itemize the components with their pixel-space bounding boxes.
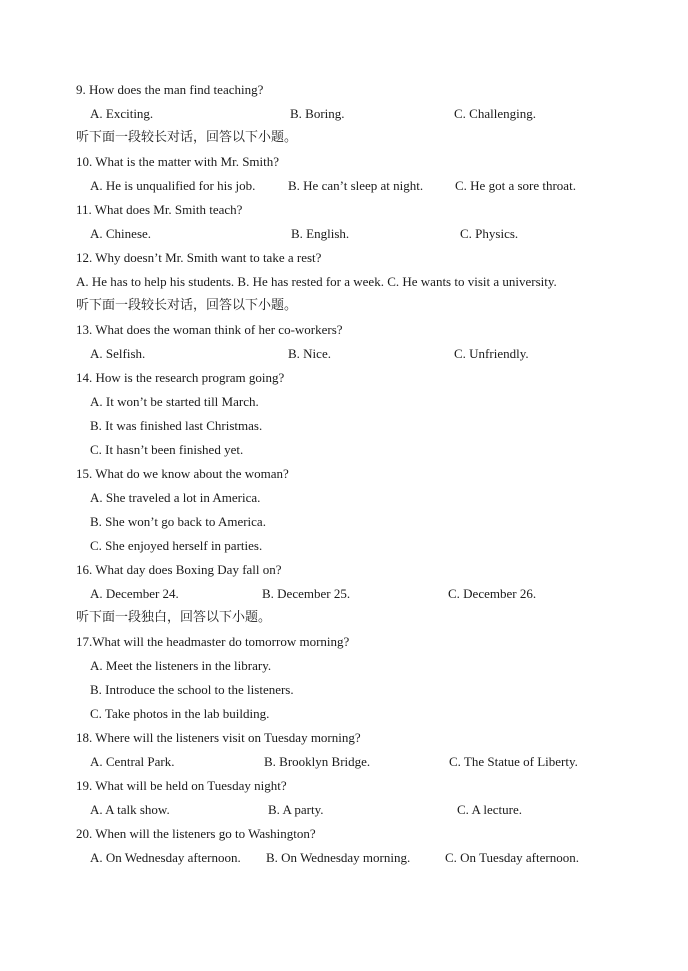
section-instruction: 听下面一段较长对话，回答以下小题。 bbox=[76, 298, 298, 313]
q18-option-a: A. Central Park. bbox=[90, 754, 175, 769]
question-15: 15. What do we know about the woman? bbox=[76, 466, 289, 481]
q14-option-c: C. It hasn’t been finished yet. bbox=[90, 442, 244, 457]
q9-option-a: A. Exciting. bbox=[90, 106, 154, 121]
q19-option-a: A. A talk show. bbox=[90, 802, 170, 817]
question-14: 14. How is the research program going? bbox=[76, 370, 285, 385]
q20-option-c: C. On Tuesday afternoon. bbox=[445, 850, 579, 865]
q19-option-c: C. A lecture. bbox=[457, 802, 522, 817]
q15-option-b: B. She won’t go back to America. bbox=[90, 514, 266, 529]
q20-option-a: A. On Wednesday afternoon. bbox=[90, 850, 241, 865]
q15-option-c: C. She enjoyed herself in parties. bbox=[90, 538, 263, 553]
q14-option-a: A. It won’t be started till March. bbox=[90, 394, 259, 409]
q10-option-b: B. He can’t sleep at night. bbox=[288, 178, 424, 193]
q16-option-b: B. December 25. bbox=[262, 586, 351, 601]
q19-option-b: B. A party. bbox=[268, 802, 324, 817]
q10-option-a: A. He is unqualified for his job. bbox=[90, 178, 256, 193]
q17-option-b: B. Introduce the school to the listeners. bbox=[90, 682, 294, 697]
question-19: 19. What will be held on Tuesday night? bbox=[76, 778, 287, 793]
q12-options: A. He has to help his students. B. He has rested for a week. C. He wants to visit a university. bbox=[76, 274, 557, 289]
q14-option-b: B. It was finished last Christmas. bbox=[90, 418, 263, 433]
question-16: 16. What day does Boxing Day fall on? bbox=[76, 562, 282, 577]
q11-option-a: A. Chinese. bbox=[90, 226, 152, 241]
q13-option-c: C. Unfriendly. bbox=[454, 346, 529, 361]
q17-option-c: C. Take photos in the lab building. bbox=[90, 706, 270, 721]
q16-option-a: A. December 24. bbox=[90, 586, 179, 601]
question-13: 13. What does the woman think of her co-workers? bbox=[76, 322, 343, 337]
q13-option-a: A. Selfish. bbox=[90, 346, 146, 361]
q18-option-c: C. The Statue of Liberty. bbox=[449, 754, 578, 769]
q11-option-c: C. Physics. bbox=[460, 226, 519, 241]
section-instruction: 听下面一段较长对话，回答以下小题。 bbox=[76, 130, 298, 145]
q9-option-c: C. Challenging. bbox=[454, 106, 536, 121]
question-11: 11. What does Mr. Smith teach? bbox=[76, 202, 243, 217]
question-18: 18. Where will the listeners visit on Tuesday morning? bbox=[76, 730, 361, 745]
q20-option-b: B. On Wednesday morning. bbox=[266, 850, 411, 865]
question-20: 20. When will the listeners go to Washington? bbox=[76, 826, 316, 841]
question-12: 12. Why doesn’t Mr. Smith want to take a rest? bbox=[76, 250, 322, 265]
q15-option-a: A. She traveled a lot in America. bbox=[90, 490, 261, 505]
q18-option-b: B. Brooklyn Bridge. bbox=[264, 754, 371, 769]
q16-option-c: C. December 26. bbox=[448, 586, 537, 601]
q13-option-b: B. Nice. bbox=[288, 346, 331, 361]
q17-option-a: A. Meet the listeners in the library. bbox=[90, 658, 272, 673]
question-9: 9. How does the man find teaching? bbox=[76, 82, 264, 97]
q9-option-b: B. Boring. bbox=[290, 106, 345, 121]
section-instruction: 听下面一段独白，回答以下小题。 bbox=[76, 610, 272, 625]
q10-option-c: C. He got a sore throat. bbox=[455, 178, 576, 193]
question-17: 17.What will the headmaster do tomorrow morning? bbox=[76, 634, 350, 649]
question-10: 10. What is the matter with Mr. Smith? bbox=[76, 154, 280, 169]
q11-option-b: B. English. bbox=[291, 226, 350, 241]
